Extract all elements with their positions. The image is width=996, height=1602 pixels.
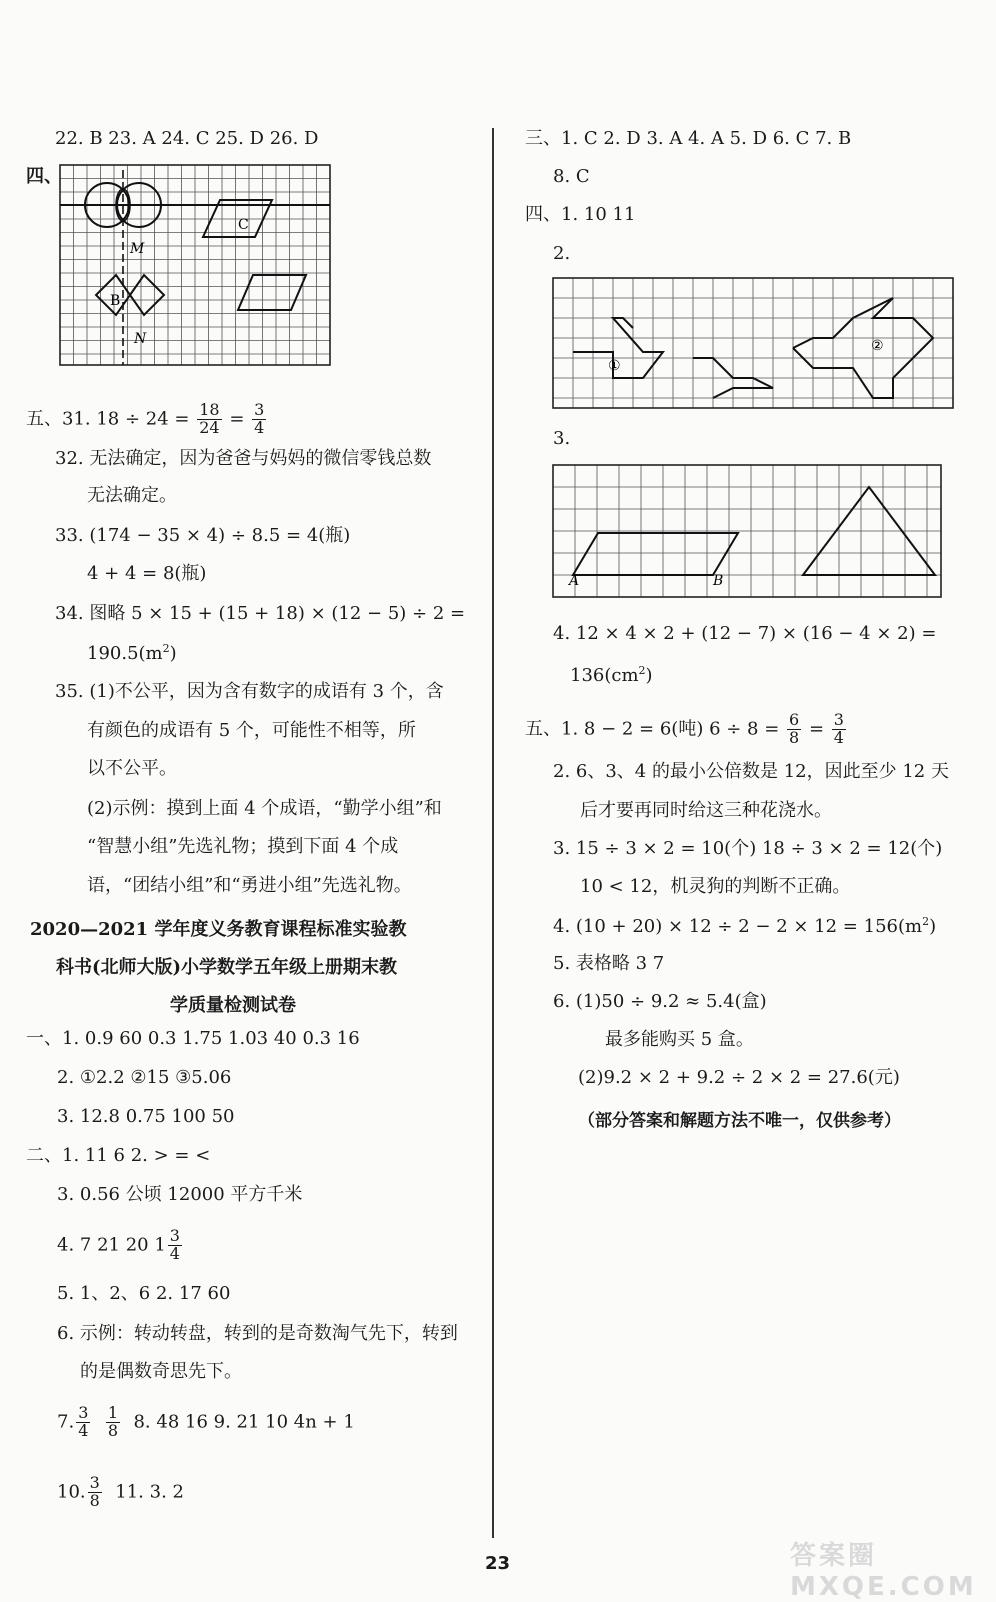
s5-5: 5. 表格略 3 7: [553, 953, 665, 974]
s2-line-7: 7. $\frac{3}{4}$ $\frac{1}{8}$ 8. 48 16 9. 21 10 4n + 1: [57, 1403, 355, 1440]
s2-line-8: 10. $\frac{3}{8}$ 11. 3. 2: [57, 1473, 184, 1510]
rhombus-reflected: [130, 275, 164, 315]
exam-title-3: 学质量检测试卷: [170, 995, 296, 1016]
fraction: $\frac{3}{4}$: [169, 1226, 180, 1263]
s5-6-2: (2)9.2 × 2 + 9.2 ÷ 2 × 2 = 27.6(元): [578, 1067, 900, 1088]
label-n: N: [134, 331, 147, 347]
fraction: $\frac{3}{4}$: [78, 1403, 89, 1440]
q34-line-1: 34. 图略 5 × 15 + (15 + 18) × (12 − 5) ÷ 2 =: [55, 603, 466, 624]
fraction: $\frac{3}{4}$: [833, 710, 844, 747]
note: （部分答案和解题方法不唯一，仅供参考）: [578, 1111, 901, 1131]
label-b2: B: [713, 573, 724, 589]
s5-6-1b: 最多能购买 5 盒。: [605, 1029, 754, 1050]
grid-figure-right-2: [553, 278, 955, 410]
label-1: ①: [608, 358, 621, 374]
s5-1: 五、1. 8 − 2 = 6(吨) 6 ÷ 8 = $\frac{6}{8}$ = $\frac{3}{4}$: [525, 710, 844, 747]
fraction: $\frac{18}{24}$: [199, 400, 220, 437]
q33-line-2: 4 + 4 = 8(瓶): [87, 563, 207, 584]
q35-line-5: “智慧小组”先选礼物；摸到下面 4 个成: [87, 836, 399, 857]
exam-title-2: 科书(北师大版)小学数学五年级上册期末教: [56, 957, 398, 978]
s1-line-1: 一、1. 0.9 60 0.3 1.75 1.03 40 0.3 16: [26, 1028, 360, 1049]
fraction: $\frac{3}{8}$: [89, 1473, 100, 1510]
answers-22-26: 22. B 23. A 24. C 25. D 26. D: [55, 128, 319, 149]
s4-4-line-2: $136(cm^2)$: [570, 664, 653, 686]
q34-line-2: $190.5(m^2)$: [87, 642, 177, 664]
exam-title-1: 2020—2021 学年度义务教育课程标准实验教: [30, 919, 407, 940]
q31-line: 五、31. 18 ÷ 24 = $\frac{18}{24}$ = $\frac{3}{4}$: [26, 400, 265, 437]
s5-4: 4. $(10 + 20) \times 12 \div 2 - 2 \times 12 = 156(m^2)$: [553, 915, 937, 937]
q35-line-3: 以不公平。: [87, 758, 177, 779]
label-m: M: [130, 241, 145, 257]
q35-line-4: (2)示例：摸到上面 4 个成语，“勤学小组”和: [87, 798, 442, 819]
watermark: 答案圈 MXQE.COM: [790, 1541, 977, 1602]
grid-figure-left: [60, 165, 332, 367]
fraction: $\frac{1}{8}$: [107, 1403, 119, 1440]
page-number: 23: [485, 1553, 511, 1574]
section-4-label: 四、: [26, 166, 62, 187]
q35-line-6: 语，“团结小组”和“勇进小组”先选礼物。: [87, 875, 412, 896]
q35-line-1: 35. (1)不公平，因为含有数字的成语有 3 个，含: [55, 681, 444, 702]
s5-3-line-1: 3. 15 ÷ 3 × 2 = 10(个) 18 ÷ 3 × 2 = 12(个): [553, 838, 943, 859]
s5-6-1: 6. (1)50 ÷ 9.2 ≈ 5.4(盒): [553, 991, 767, 1012]
label-2: ②: [871, 338, 884, 354]
s2-line-4: 5. 1、2、6 2. 17 60: [57, 1283, 231, 1304]
s2-line-6: 的是偶数奇思先下。: [80, 1361, 242, 1382]
s5-2-line-2: 后才要再同时给这三种花浇水。: [580, 800, 832, 821]
s4-1: 四、1. 10 11: [525, 204, 636, 225]
parallelogram: [573, 533, 738, 575]
figure-2: [793, 298, 933, 398]
s5-3-line-2: 10 < 12，机灵狗的判断不正确。: [580, 876, 851, 897]
s2-line-3: 4. 7 21 20 1 $\frac{3}{4}$: [57, 1226, 180, 1263]
s2-line-2: 3. 0.56 公顷 12000 平方千米: [57, 1184, 303, 1205]
q32-line-1: 32. 无法确定，因为爸爸与妈妈的微信零钱总数: [55, 448, 432, 469]
s5-2-line-1: 2. 6、3、4 的最小公倍数是 12，因此至少 12 天: [553, 761, 949, 782]
s2-line-1: 二、1. 11 6 2. > = <: [26, 1145, 211, 1166]
s1-line-2: 2. ①2.2 ②15 ③5.06: [57, 1067, 232, 1088]
label-a: A: [569, 573, 580, 589]
label-b: B: [110, 293, 121, 309]
answers-s3: 三、1. C 2. D 3. A 4. A 5. D 6. C 7. B: [525, 128, 852, 149]
fraction: $\frac{3}{4}$: [254, 400, 265, 437]
s2-line-5: 6. 示例：转动转盘，转到的是奇数淘气先下，转到: [57, 1323, 458, 1344]
label-c: C: [238, 217, 249, 233]
answers-s3-8: 8. C: [553, 166, 590, 187]
fraction: $\frac{6}{8}$: [789, 710, 800, 747]
s4-4-line-1: 4. 12 × 4 × 2 + (12 − 7) × (16 − 4 × 2) =: [553, 623, 937, 644]
grid-figure-right-3: [553, 465, 943, 599]
s4-2-label: 2.: [553, 243, 571, 264]
s1-line-3: 3. 12.8 0.75 100 50: [57, 1106, 235, 1127]
parallelogram-moved: [238, 275, 306, 310]
q32-line-2: 无法确定。: [87, 485, 177, 506]
q35-line-2: 有颜色的成语有 5 个，可能性不相等，所: [87, 720, 416, 741]
s4-3-label: 3.: [553, 428, 571, 449]
q33-line-1: 33. (174 − 35 × 4) ÷ 8.5 = 4(瓶): [55, 525, 351, 546]
column-divider: [492, 128, 494, 1538]
